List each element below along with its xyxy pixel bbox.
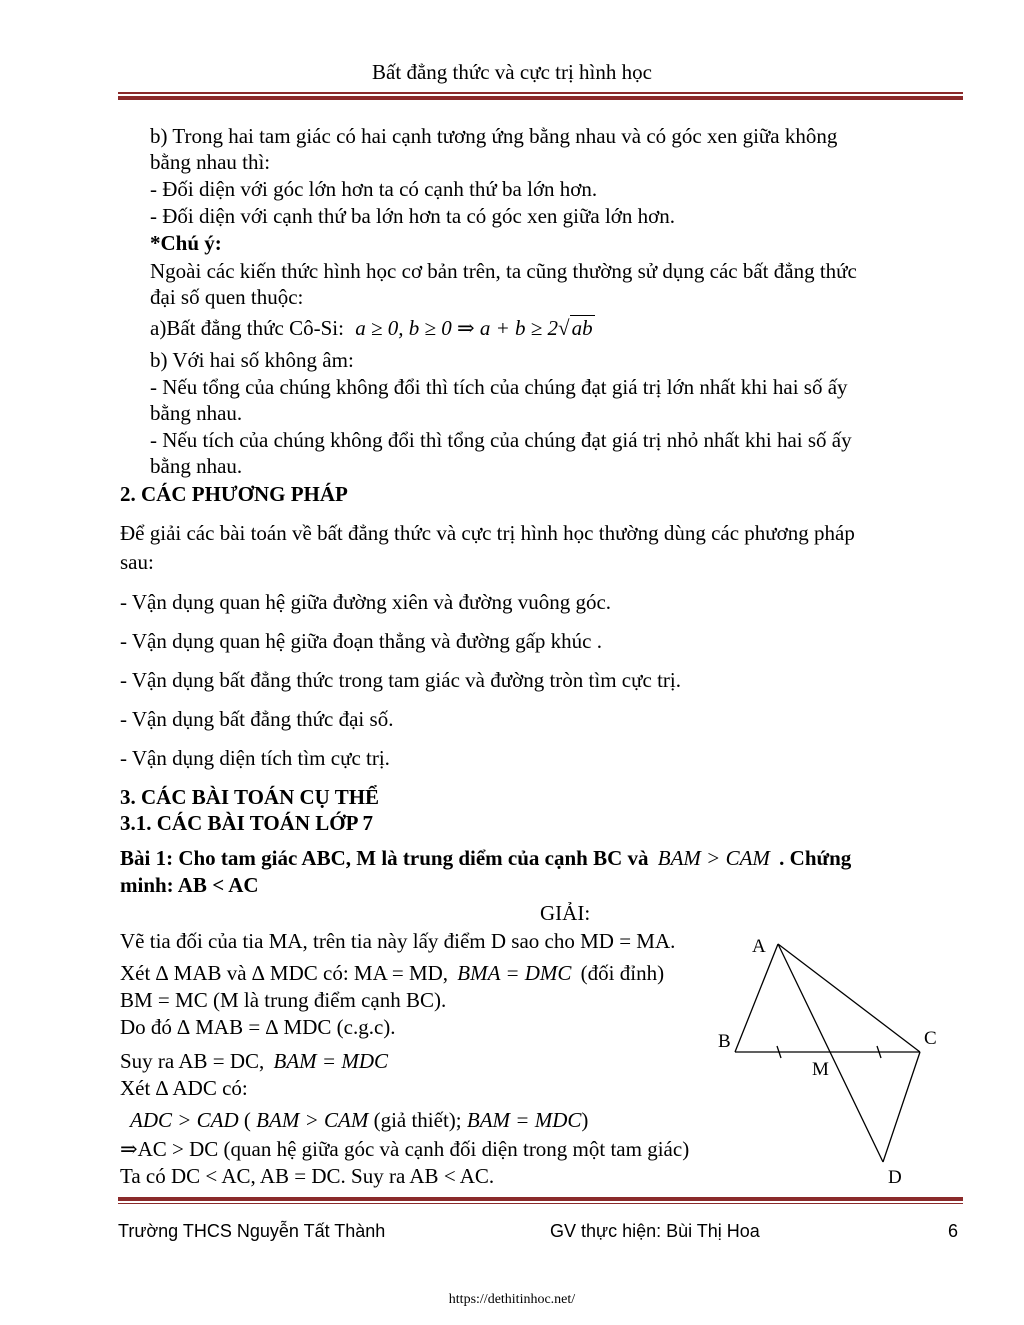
page-header-title: Bất đẳng thức và cực trị hình học — [372, 60, 652, 84]
segment-ad — [778, 944, 883, 1162]
cosi-line: a)Bất đẳng thức Cô-Si: a ≥ 0, b ≥ 0 ⇒ a + b ≥ 2√ab — [150, 316, 593, 340]
note-title: *Chú ý: — [150, 231, 222, 255]
bai1-line2: minh: AB < AC — [120, 873, 259, 897]
note-b2: bằng nhau. — [150, 401, 243, 425]
footer-school: Trường THCS Nguyễn Tất Thành — [118, 1221, 386, 1241]
page-number: 6 — [948, 1221, 959, 1241]
step-7-close: ) — [581, 1108, 589, 1132]
section3-sub: 3.1. CÁC BÀI TOÁN LỚP 7 — [120, 811, 374, 835]
step-3: BM = MC (M là trung điểm cạnh BC). — [120, 988, 447, 1012]
step-7-math2: BAM > CAM — [256, 1108, 369, 1132]
step-5-text: Suy ra AB = DC, — [120, 1049, 265, 1073]
method-3: - Vận dụng bất đẳng thức trong tam giác và đường tròn tìm cực trị. — [120, 668, 681, 692]
step-7-math: ADC > CAD — [130, 1108, 239, 1132]
step-7-open: ( — [238, 1108, 251, 1132]
triangle-figure — [710, 930, 950, 1190]
note-b-title: b) Với hai số không âm: — [150, 348, 354, 372]
step-6: Xét ∆ ADC có: — [120, 1076, 248, 1100]
solution-title: GIẢI: — [540, 901, 591, 925]
note-line1: Ngoài các kiến thức hình học cơ bản trên, ta cũng thường sử dụng các bất đẳng thức — [150, 259, 857, 283]
cosi-formula: a ≥ 0, b ≥ 0 ⇒ a + b ≥ 2 — [355, 316, 559, 340]
label-c: C — [924, 1028, 937, 1049]
step-7-math3: BAM = MDC — [466, 1108, 582, 1132]
partb-line1: b) Trong hai tam giác có hai cạnh tương ứng bằng nhau và có góc xen giữa không — [150, 124, 838, 148]
section2-heading: 2. CÁC PHƯƠNG PHÁP — [120, 482, 348, 506]
method-4: - Vận dụng bất đẳng thức đại số. — [120, 707, 394, 731]
method-1: - Vận dụng quan hệ giữa đường xiên và đường vuông góc. — [120, 590, 612, 614]
section3-heading: 3. CÁC BÀI TOÁN CỤ THỂ — [120, 785, 380, 809]
step-2-text: Xét ∆ MAB và ∆ MDC có: MA = MD, — [120, 961, 449, 985]
section2-intro2: sau: — [120, 550, 154, 574]
section2-intro1: Để giải các bài toán về bất đẳng thức và cực trị hình học thường dùng các phương pháp — [120, 521, 855, 545]
bai1-text: Bài 1: Cho tam giác ABC, M là trung diểm của cạnh BC và — [120, 846, 649, 870]
step-2 — [120, 960, 664, 986]
step-5 — [120, 1048, 388, 1074]
note-b1: - Nếu tổng của chúng không đổi thì tích của chúng đạt giá trị lớn nhất khi hai số ấy — [150, 375, 848, 399]
step-2-math: BMA = DMC — [457, 961, 572, 985]
step-1: Vẽ tia đối của tia MA, trên tia này lấy điểm D sao cho MD = MA. — [120, 929, 676, 953]
label-b: B — [718, 1031, 731, 1052]
label-a: A — [752, 936, 766, 957]
bai1-math: BAM > CAM — [657, 846, 770, 870]
footer-teacher: GV thực hiện: Bùi Thị Hoa — [550, 1221, 760, 1241]
step-9: Ta có DC < AC, AB = DC. Suy ra AB < AC. — [120, 1164, 495, 1188]
label-m: M — [812, 1059, 829, 1080]
note-b4: bằng nhau. — [150, 454, 243, 478]
footer-url[interactable]: https://dethitinhoc.net/ — [448, 1292, 576, 1307]
step-8: ⇒AC > DC (quan hệ giữa góc và cạnh đối diện trong một tam giác) — [120, 1137, 690, 1161]
step-7 — [130, 1107, 588, 1133]
method-5: - Vận dụng diện tích tìm cực trị. — [120, 746, 390, 770]
cosi-sqrt: ab — [571, 316, 593, 340]
step-4: Do đó ∆ MAB = ∆ MDC (c.g.c). — [120, 1015, 396, 1039]
footer-rule-thick — [118, 1197, 963, 1201]
header-rule-thick — [118, 96, 963, 100]
bai1-line1 — [120, 845, 851, 871]
partb-line3: - Đối diện với góc lớn hơn ta có cạnh thứ ba lớn hơn. — [150, 177, 598, 201]
segment-ab — [735, 944, 778, 1052]
step-2-end: (đối đỉnh) — [580, 961, 665, 985]
note-b3: - Nếu tích của chúng không đổi thì tổng của chúng đạt giá trị nhỏ nhất khi hai số ấy — [150, 428, 852, 452]
partb-line2: bằng nhau thì: — [150, 150, 271, 174]
footer-rule — [118, 1203, 963, 1204]
segment-ac — [778, 944, 920, 1052]
bai1-text-end: . Chứng — [779, 846, 852, 870]
label-d: D — [888, 1167, 902, 1188]
partb-line4: - Đối diện với cạnh thứ ba lớn hơn ta có góc xen giữa lớn hơn. — [150, 204, 676, 228]
note-line2: đại số quen thuộc: — [150, 285, 304, 309]
header-rule — [118, 92, 963, 94]
cosi-label: a)Bất đẳng thức Cô-Si: — [150, 316, 344, 340]
step-7-mid: (giả thiết); — [368, 1108, 462, 1132]
segment-cd — [883, 1052, 920, 1162]
step-5-math: BAM = MDC — [273, 1049, 389, 1073]
method-2: - Vận dụng quan hệ giữa đoạn thẳng và đường gấp khúc . — [120, 629, 602, 653]
